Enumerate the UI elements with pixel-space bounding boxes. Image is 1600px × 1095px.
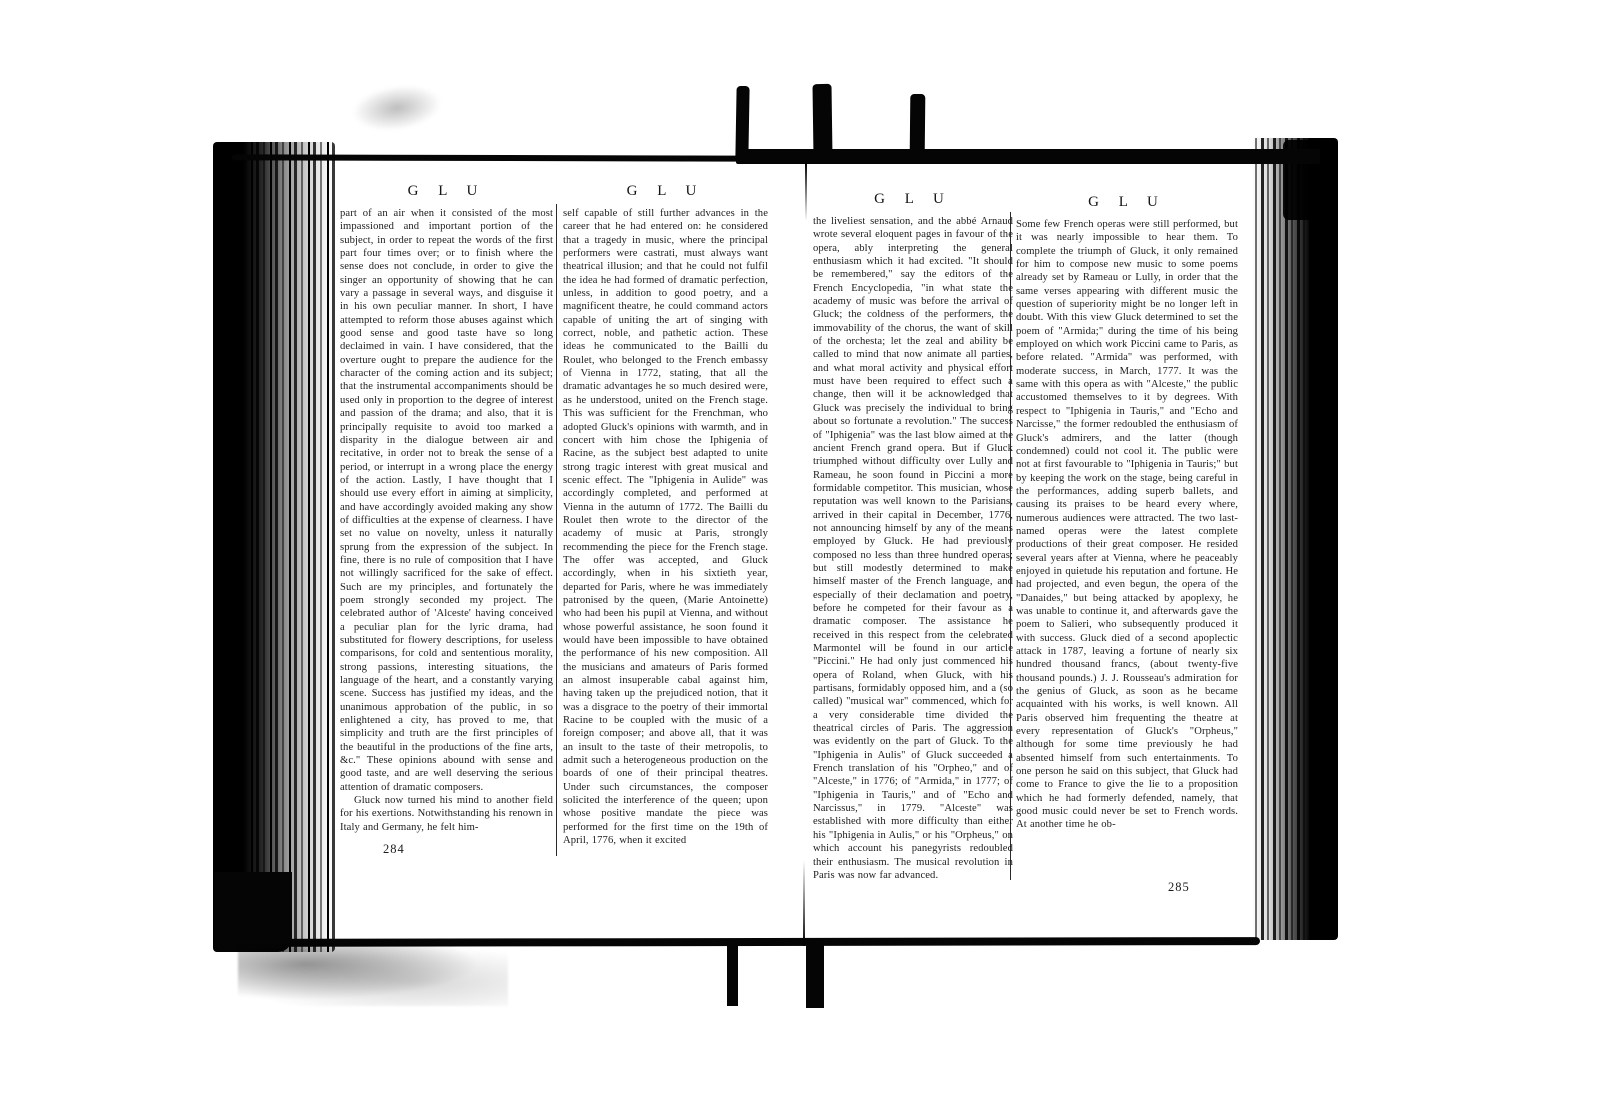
page-number-right: 285 <box>1168 880 1190 894</box>
left-page-column-1 <box>340 183 553 834</box>
ink-blot-bottom-1 <box>727 944 738 1006</box>
book-edge-shadow-right <box>1252 138 1338 940</box>
gutter-crease-top <box>805 163 807 221</box>
ink-blot-top-3 <box>910 94 926 158</box>
ink-blot-bottom-left-corner <box>214 872 292 952</box>
column-text: Some few French operas were still performed, but it was nearly impossible to hear them. To complete the triumph of Gluck, it only remained for him to compose new music to some poems already set by Rameau or Lully, in order that the same verses appearing with different music the question of superiority might be no longer left in doubt. With this view Gluck determined to set the poem of "Armida;" during the time of his being employed on which work Piccini came to Paris, as before related. "Armida" was performed, with moderate success, in March, 1777. It was the same with this opera as with "Alceste," the public accustomed themselves to it by degrees. With respect to "Iphigenia in Tauris," and "Echo and Narcisse," the former redoubled the enthusiasm of Gluck's admirers, and the latter (though condemned) could not cool it. The public were not at first favourable to "Iphigenia in Tauris;" but by keeping the work on the stage, being careful in the performances, adding superb ballets, and causing its praises to be heard every where, numerous audiences were attracted. The two last-named operas were the latest complete productions of their great composer. He resided several years after at Vienna, where he peaceably enjoyed in quietude his reputation and fortune. He had projected, and even begun, the opera of the "Danaides," but being attacked by apoplexy, he was unable to continue it, and afterwards gave the poem to Salieri, who subsequently produced it with success. Gluck died of a second apoplectic attack in 1787, leaving a fortune of nearly six hundred thousand francs, (about twenty-five thousand pounds.) J. J. Rousseau's admiration for the genius of Gluck, as soon as he became acquainted with his works, is well known. All Paris observed him frequenting the theatre at every representation of Gluck's "Orpheus," although for some time previously he had absented himself from such entertainments. To one person he said on this subject, that Gluck had come to France to give the lie to a proposition which he had formerly defended, namely, that good music could never be set to French words. At another time he ob- <box>1016 219 1238 831</box>
ink-speckle-bottom-left <box>238 946 508 1006</box>
running-head: G L U <box>874 191 952 207</box>
book-edge-shadow-left <box>213 142 335 952</box>
page-number-left: 284 <box>383 842 405 856</box>
column-text: part of an air when it consisted of the most impassioned and important portion of the subject, in order to repeat the words of the first part four times over; or to finish where the sense does not conclude, in order to give the singer an opportunity of showing that he can vary a passage in several ways, and disguise it in his own peculiar manner. In short, I have attempted to reform those abuses against which good sense and good taste have so long declaimed in vain. I have considered, that the overture ought to prepare the audience for the character of the coming action and its subject; that the instrumental accompaniments should be used only in proportion to the degree of interest and passion of the drama; and also, that it is principally requisite to avoid too marked a disparity in the dialogue between air and recitative, in order not to break the sense of a period, or interrupt in a wrong place the energy of the action. Lastly, I have thought that I should use every effort in aiming at simplicity, and have accordingly avoided making any show of difficulties at the expense of clearness. I have set no value on novelty, unless it naturally sprung from the expression of the subject. In fine, there is no rule of composition that I have not willingly sacrificed for the sake of effect. Such are my principles, and fortunately the poem strongly seconded my project. The celebrated author of 'Alceste' having conceived a peculiar plan for the lyric drama, had substituted for flowery descriptions, for useless comparisons, for cold and sententious morality, strong passions, interesting situations, the language of the heart, and a constantly varying scene. Success has justified my ideas, and the unanimous approbation of the public, in so enlightened a city, has proved to me, that simplicity and truth are the first principles of the beautiful in the productions of the fine arts, &c." These opinions abound with sense and good taste, and are well deserving the serious attention of dramatic composers. <box>340 208 553 793</box>
ink-blot-top-1 <box>735 86 749 158</box>
right-page-column-1 <box>813 191 1013 882</box>
right-page-column-2 <box>1016 194 1238 832</box>
ink-blot-bottom-2 <box>806 942 824 1008</box>
column-rule-left-page <box>556 204 557 856</box>
running-head: G L U <box>1088 194 1166 210</box>
column-text: the liveliest sensation, and the abbé Arnaud wrote several eloquent pages in favour of the opera, ably interpreting the general enthusiasm which it had excited. "It should be remembered," say the editors of the French Encyclopedia, "in what state the academy of music was before the arrival of Gluck; the coldness of the performers, the immovability of the chorus, the want of skill of the orchesta; let the zeal and ability be called to mind that now animate all parties, and what moral activity and physical effort must have been required to effect such a change, then will it be acknowledged that Gluck was precisely the individual to bring about so fortunate a revolution." The success of "Iphigenia" was the last blow aimed at the ancient French grand opera. But if Gluck triumphed without difficulty over Lully and Rameau, he soon found in Piccini a more formidable competitor. This musician, whose reputation was well known to the Parisians, arrived in their capital in December, 1776, not announcing himself by any of the means employed by Gluck. He had previously composed no less than three hundred operas; but still modestly determined to make himself master of the French language, and especially of their declamation and poetry, before he competed for their favour as a dramatic composer. The assistance he received in this respect from the celebrated Marmontel will be found in our article "Piccini." He had only just commenced his opera of Roland, when Gluck, with his partisans, formidably opposed him, and a (so called) "musical war" commenced, which for a very considerable time divided the theatrical circles of Paris. The aggression was evidently on the part of Gluck. To the "Iphigenia in Aulis" of Gluck succeeded a French translation of his "Orpheo," and of "Alceste," in 1776; of "Armida," in 1777; of "Iphigenia in Tauris," and of "Echo and Narcissus," in 1779. "Alceste" was established with more difficulty than either his "Iphigenia in Aulis," or his "Orpheus," on which account his panegyrists redoubled their enthusiasm. The musical revolution in Paris was now far advanced. <box>813 216 1013 881</box>
column-text: self capable of still further advances in the career that he had entered on: he considered that a tragedy in music, where the principal performers were castrati, must always want theatrical illusion; and that he could not fulfil the idea he had formed of dramatic perfection, unless, in addition to good poetry, and a magnificent theatre, he could command actors capable of uniting the art of singing with correct, noble, and pathetic action. These ideas he communicated to the Bailli du Roulet, who belonged to the French embassy of Vienna in 1772, stating, that all the dramatic advantages he so much desired were, as he understood, united on the French stage. This was sufficient for the Frenchman, who adopted Gluck's opinions with warmth, and in concert with him chose the Iphigenia of Racine, as the subject best adapted to unite strong tragic interest with great musical and scenic effect. The "Iphigenia in Aulide" was accordingly completed, and performed at Vienna in the autumn of 1772. The Bailli du Roulet then wrote to the director of the academy of music at Paris, strongly recommending the piece for the French stage. The offer was accepted, and Gluck accordingly, when in his sixtieth year, departed for Paris, where he was immediately patronised by the queen, (Marie Antoinette) who had been his pupil at Vienna, and without whose powerful assistance, he soon found it would have been impossible to have obtained the performance of his new composition. All the musicians and amateurs of Paris formed an almost insuperable cabal against him, having taken up the prejudiced notion, that it was a disgrace to the poetry of their immortal Racine to be coupled with the music of a foreign composer; and above all, that it was an insult to the taste of their metropolis, to admit such a heterogeneous production on the boards of one of their principal theatres. Under such circumstances, the composer solicited the interference of the queen; upon whose positive mandate the piece was performed for the first time on the 19th of April, 1776, when it excited <box>563 208 768 847</box>
left-page-column-2 <box>563 183 768 848</box>
ink-smudge-top-left <box>349 80 444 136</box>
column-text: Gluck now turned his mind to another field for his exertions. Notwithstanding his renown in Italy and Germany, he felt him- <box>340 795 553 833</box>
running-head: G L U <box>626 183 705 199</box>
ink-blot-top-2 <box>812 84 832 158</box>
gutter-crease-bottom <box>803 860 805 946</box>
running-head: G L U <box>407 183 486 199</box>
